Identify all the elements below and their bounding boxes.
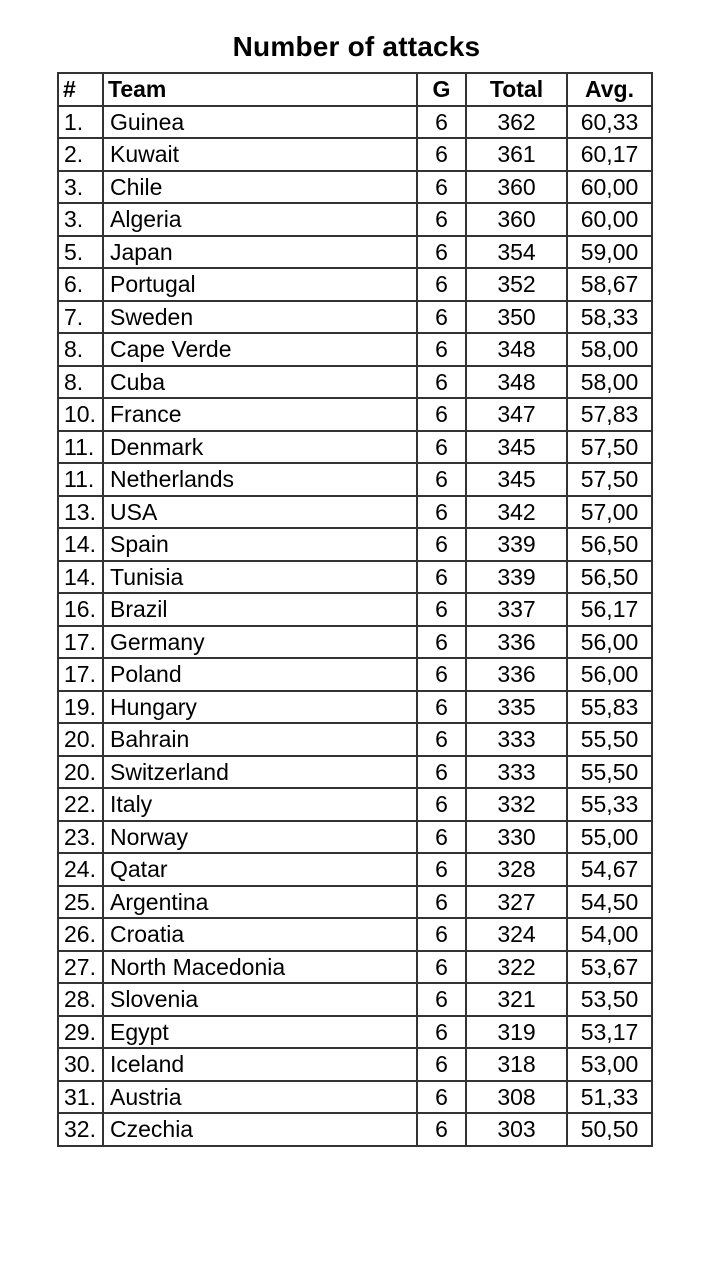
cell-rank: 32. xyxy=(58,1113,103,1146)
cell-team: Netherlands xyxy=(103,463,417,496)
cell-team: Egypt xyxy=(103,1016,417,1049)
cell-team: Italy xyxy=(103,788,417,821)
table-row xyxy=(58,886,652,919)
table-row xyxy=(58,203,652,236)
cell-games: 6 xyxy=(417,886,466,919)
cell-total: 321 xyxy=(466,983,567,1016)
cell-rank: 22. xyxy=(58,788,103,821)
cell-avg: 59,00 xyxy=(567,236,652,269)
cell-team: Poland xyxy=(103,658,417,691)
cell-total: 308 xyxy=(466,1081,567,1114)
cell-avg: 53,17 xyxy=(567,1016,652,1049)
cell-avg: 55,33 xyxy=(567,788,652,821)
cell-team: Hungary xyxy=(103,691,417,724)
cell-rank: 30. xyxy=(58,1048,103,1081)
cell-games: 6 xyxy=(417,561,466,594)
cell-avg: 56,00 xyxy=(567,658,652,691)
cell-avg: 56,50 xyxy=(567,561,652,594)
cell-team: USA xyxy=(103,496,417,529)
cell-avg: 55,00 xyxy=(567,821,652,854)
cell-games: 6 xyxy=(417,1048,466,1081)
cell-total: 324 xyxy=(466,918,567,951)
cell-total: 339 xyxy=(466,528,567,561)
cell-total: 347 xyxy=(466,398,567,431)
cell-team: Japan xyxy=(103,236,417,269)
cell-games: 6 xyxy=(417,1081,466,1114)
cell-rank: 16. xyxy=(58,593,103,626)
table-row xyxy=(58,106,652,139)
cell-rank: 20. xyxy=(58,756,103,789)
cell-games: 6 xyxy=(417,268,466,301)
cell-games: 6 xyxy=(417,203,466,236)
cell-rank: 20. xyxy=(58,723,103,756)
table-row xyxy=(58,528,652,561)
cell-total: 328 xyxy=(466,853,567,886)
cell-avg: 55,50 xyxy=(567,723,652,756)
cell-total: 362 xyxy=(466,106,567,139)
cell-avg: 54,50 xyxy=(567,886,652,919)
cell-games: 6 xyxy=(417,951,466,984)
cell-rank: 11. xyxy=(58,431,103,464)
table-row xyxy=(58,431,652,464)
table-row xyxy=(58,951,652,984)
table-row xyxy=(58,593,652,626)
cell-team: Austria xyxy=(103,1081,417,1114)
cell-team: Denmark xyxy=(103,431,417,464)
table-row xyxy=(58,236,652,269)
cell-total: 333 xyxy=(466,756,567,789)
cell-team: Germany xyxy=(103,626,417,659)
cell-total: 339 xyxy=(466,561,567,594)
header-rank: # xyxy=(58,73,103,106)
cell-rank: 13. xyxy=(58,496,103,529)
table-row xyxy=(58,756,652,789)
cell-team: Bahrain xyxy=(103,723,417,756)
cell-team: Slovenia xyxy=(103,983,417,1016)
table-row xyxy=(58,463,652,496)
cell-team: Kuwait xyxy=(103,138,417,171)
table-row xyxy=(58,138,652,171)
cell-games: 6 xyxy=(417,853,466,886)
table-row xyxy=(58,626,652,659)
cell-rank: 14. xyxy=(58,528,103,561)
cell-rank: 10. xyxy=(58,398,103,431)
cell-avg: 57,00 xyxy=(567,496,652,529)
cell-avg: 53,67 xyxy=(567,951,652,984)
cell-avg: 51,33 xyxy=(567,1081,652,1114)
table-row xyxy=(58,821,652,854)
cell-rank: 8. xyxy=(58,333,103,366)
table-row xyxy=(58,1081,652,1114)
cell-team: Brazil xyxy=(103,593,417,626)
cell-avg: 53,00 xyxy=(567,1048,652,1081)
cell-team: Argentina xyxy=(103,886,417,919)
table-row xyxy=(58,853,652,886)
cell-total: 319 xyxy=(466,1016,567,1049)
cell-total: 318 xyxy=(466,1048,567,1081)
cell-avg: 60,00 xyxy=(567,203,652,236)
cell-team: Croatia xyxy=(103,918,417,951)
cell-avg: 60,17 xyxy=(567,138,652,171)
table-row xyxy=(58,691,652,724)
cell-games: 6 xyxy=(417,593,466,626)
cell-total: 333 xyxy=(466,723,567,756)
cell-rank: 3. xyxy=(58,203,103,236)
table-row xyxy=(58,561,652,594)
cell-team: Switzerland xyxy=(103,756,417,789)
cell-rank: 1. xyxy=(58,106,103,139)
table-body xyxy=(58,106,652,1146)
cell-rank: 3. xyxy=(58,171,103,204)
cell-games: 6 xyxy=(417,691,466,724)
table-row xyxy=(58,268,652,301)
cell-team: Guinea xyxy=(103,106,417,139)
cell-total: 335 xyxy=(466,691,567,724)
cell-games: 6 xyxy=(417,463,466,496)
table-row xyxy=(58,333,652,366)
cell-avg: 54,00 xyxy=(567,918,652,951)
cell-team: Cuba xyxy=(103,366,417,399)
cell-team: Chile xyxy=(103,171,417,204)
table-row xyxy=(58,496,652,529)
cell-games: 6 xyxy=(417,236,466,269)
cell-rank: 25. xyxy=(58,886,103,919)
table-row xyxy=(58,983,652,1016)
cell-avg: 53,50 xyxy=(567,983,652,1016)
cell-total: 332 xyxy=(466,788,567,821)
cell-total: 350 xyxy=(466,301,567,334)
cell-avg: 58,33 xyxy=(567,301,652,334)
cell-avg: 50,50 xyxy=(567,1113,652,1146)
cell-rank: 6. xyxy=(58,268,103,301)
cell-avg: 56,00 xyxy=(567,626,652,659)
cell-team: Portugal xyxy=(103,268,417,301)
cell-avg: 58,00 xyxy=(567,366,652,399)
table-row xyxy=(58,171,652,204)
cell-games: 6 xyxy=(417,918,466,951)
cell-games: 6 xyxy=(417,1016,466,1049)
cell-team: Qatar xyxy=(103,853,417,886)
cell-avg: 60,00 xyxy=(567,171,652,204)
cell-total: 348 xyxy=(466,366,567,399)
header-team: Team xyxy=(103,73,417,106)
cell-avg: 56,50 xyxy=(567,528,652,561)
cell-rank: 7. xyxy=(58,301,103,334)
cell-total: 360 xyxy=(466,203,567,236)
cell-games: 6 xyxy=(417,171,466,204)
cell-team: Spain xyxy=(103,528,417,561)
cell-team: Sweden xyxy=(103,301,417,334)
table-row xyxy=(58,366,652,399)
cell-games: 6 xyxy=(417,756,466,789)
cell-rank: 11. xyxy=(58,463,103,496)
cell-games: 6 xyxy=(417,138,466,171)
cell-avg: 58,67 xyxy=(567,268,652,301)
table-row xyxy=(58,1113,652,1146)
cell-rank: 17. xyxy=(58,658,103,691)
cell-rank: 31. xyxy=(58,1081,103,1114)
cell-total: 361 xyxy=(466,138,567,171)
cell-games: 6 xyxy=(417,333,466,366)
table-row xyxy=(58,301,652,334)
cell-avg: 60,33 xyxy=(567,106,652,139)
cell-rank: 26. xyxy=(58,918,103,951)
cell-avg: 55,83 xyxy=(567,691,652,724)
header-games: G xyxy=(417,73,466,106)
cell-total: 345 xyxy=(466,431,567,464)
cell-avg: 58,00 xyxy=(567,333,652,366)
cell-team: France xyxy=(103,398,417,431)
cell-avg: 57,50 xyxy=(567,463,652,496)
cell-games: 6 xyxy=(417,398,466,431)
cell-rank: 28. xyxy=(58,983,103,1016)
cell-rank: 19. xyxy=(58,691,103,724)
cell-rank: 23. xyxy=(58,821,103,854)
cell-rank: 27. xyxy=(58,951,103,984)
cell-total: 342 xyxy=(466,496,567,529)
cell-total: 345 xyxy=(466,463,567,496)
cell-total: 303 xyxy=(466,1113,567,1146)
cell-rank: 24. xyxy=(58,853,103,886)
cell-total: 352 xyxy=(466,268,567,301)
cell-total: 327 xyxy=(466,886,567,919)
cell-games: 6 xyxy=(417,431,466,464)
table-row xyxy=(58,658,652,691)
header-total: Total xyxy=(466,73,567,106)
table-row xyxy=(58,398,652,431)
cell-games: 6 xyxy=(417,106,466,139)
cell-games: 6 xyxy=(417,366,466,399)
cell-team: Tunisia xyxy=(103,561,417,594)
table-row xyxy=(58,1048,652,1081)
cell-games: 6 xyxy=(417,528,466,561)
cell-total: 354 xyxy=(466,236,567,269)
cell-total: 337 xyxy=(466,593,567,626)
cell-rank: 29. xyxy=(58,1016,103,1049)
cell-team: Norway xyxy=(103,821,417,854)
cell-team: Czechia xyxy=(103,1113,417,1146)
attacks-table xyxy=(57,72,653,1147)
cell-team: Iceland xyxy=(103,1048,417,1081)
cell-rank: 17. xyxy=(58,626,103,659)
cell-games: 6 xyxy=(417,658,466,691)
cell-avg: 56,17 xyxy=(567,593,652,626)
cell-games: 6 xyxy=(417,983,466,1016)
cell-rank: 14. xyxy=(58,561,103,594)
table-row xyxy=(58,1016,652,1049)
cell-games: 6 xyxy=(417,723,466,756)
cell-total: 336 xyxy=(466,626,567,659)
cell-games: 6 xyxy=(417,1113,466,1146)
cell-games: 6 xyxy=(417,821,466,854)
cell-team: Algeria xyxy=(103,203,417,236)
page-title: Number of attacks xyxy=(232,31,481,62)
cell-avg: 57,50 xyxy=(567,431,652,464)
cell-total: 336 xyxy=(466,658,567,691)
cell-avg: 55,50 xyxy=(567,756,652,789)
header-row xyxy=(58,73,652,106)
cell-games: 6 xyxy=(417,626,466,659)
cell-total: 360 xyxy=(466,171,567,204)
cell-total: 330 xyxy=(466,821,567,854)
cell-team: Cape Verde xyxy=(103,333,417,366)
cell-games: 6 xyxy=(417,301,466,334)
cell-games: 6 xyxy=(417,496,466,529)
cell-rank: 8. xyxy=(58,366,103,399)
cell-rank: 2. xyxy=(58,138,103,171)
cell-total: 322 xyxy=(466,951,567,984)
cell-games: 6 xyxy=(417,788,466,821)
cell-team: North Macedonia xyxy=(103,951,417,984)
cell-avg: 54,67 xyxy=(567,853,652,886)
cell-total: 348 xyxy=(466,333,567,366)
table-row xyxy=(58,918,652,951)
header-avg: Avg. xyxy=(567,73,652,106)
table-row xyxy=(58,788,652,821)
cell-avg: 57,83 xyxy=(567,398,652,431)
cell-rank: 5. xyxy=(58,236,103,269)
table-row xyxy=(58,723,652,756)
